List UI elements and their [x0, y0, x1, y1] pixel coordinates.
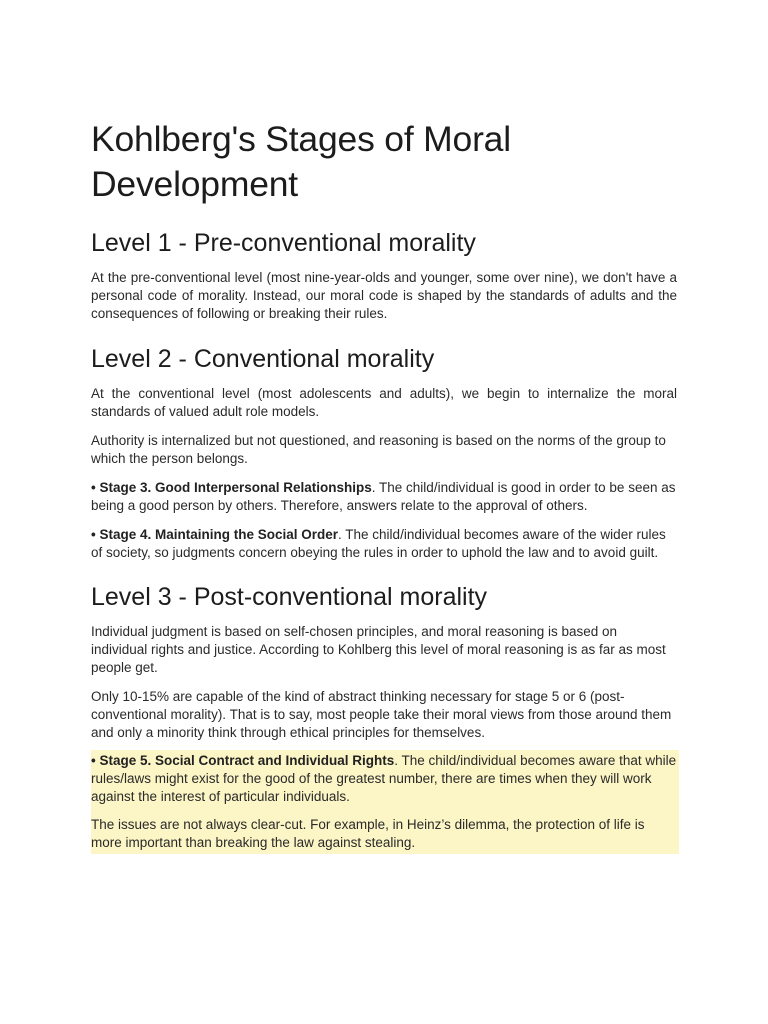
stage-4-text: . The child/individual becomes aware of the wider rules of society, so judgments concern obeying the rules in order to uphold the law and to avoid guilt. [91, 527, 666, 560]
stage-5-paragraph [91, 752, 679, 806]
stage-4-label: • Stage 4. Maintaining the Social Order [91, 527, 339, 542]
level-3-paragraph-2: Only 10-15% are capable of the kind of abstract thinking necessary for stage 5 or 6 (post-conventional morality). That is to say, most people take their moral views from those around them and only a minority think through ethical principles for themselves. [91, 689, 672, 740]
level-2-paragraph-1: At the conventional level (most adolescents and adults), we begin to internalize the moral standards of valued adult role models. [91, 386, 677, 419]
stage-5-text: . The child/individual becomes aware that while rules/laws might exist for the good of the greatest number, there are times when they will work against the interest of particular individuals. [91, 753, 677, 804]
heading-level-3: Level 3 - Post-conventional morality [91, 583, 488, 611]
level-1-paragraph: At the pre-conventional level (most nine-year-olds and younger, some over nine), we don't have a personal code of morality. Instead, our moral code is shaped by the standards of adults and the consequences of following or breaking their rules. [91, 270, 677, 321]
level-3-paragraph-1: Individual judgment is based on self-chosen principles, and moral reasoning is based on individual rights and justice. According to Kohlberg this level of moral reasoning is as far as most people get. [91, 624, 666, 675]
stage-3-text: . The child/individual is good in order to be seen as being a good person by others. Therefore, answers relate to the approval of others. [91, 480, 676, 513]
level-2-paragraph-2: Authority is internalized but not questioned, and reasoning is based on the norms of the group to which the person belongs. [91, 433, 666, 466]
stage-3-label: • Stage 3. Good Interpersonal Relationships [91, 480, 372, 495]
stage-3-paragraph [91, 479, 677, 515]
stage-5-label: • Stage 5. Social Contract and Individual Rights [91, 753, 395, 768]
document-content [91, 117, 677, 854]
stage-4-paragraph [91, 526, 677, 562]
heading-level-2: Level 2 - Conventional morality [91, 345, 435, 373]
page-title: Kohlberg's Stages of Moral Development [91, 119, 511, 204]
highlighted-block [91, 750, 679, 854]
heading-level-1: Level 1 - Pre-conventional morality [91, 229, 476, 257]
heinz-dilemma-paragraph: The issues are not always clear-cut. For example, in Heinz’s dilemma, the protection of life is more important than breaking the law against stealing. [91, 817, 645, 850]
